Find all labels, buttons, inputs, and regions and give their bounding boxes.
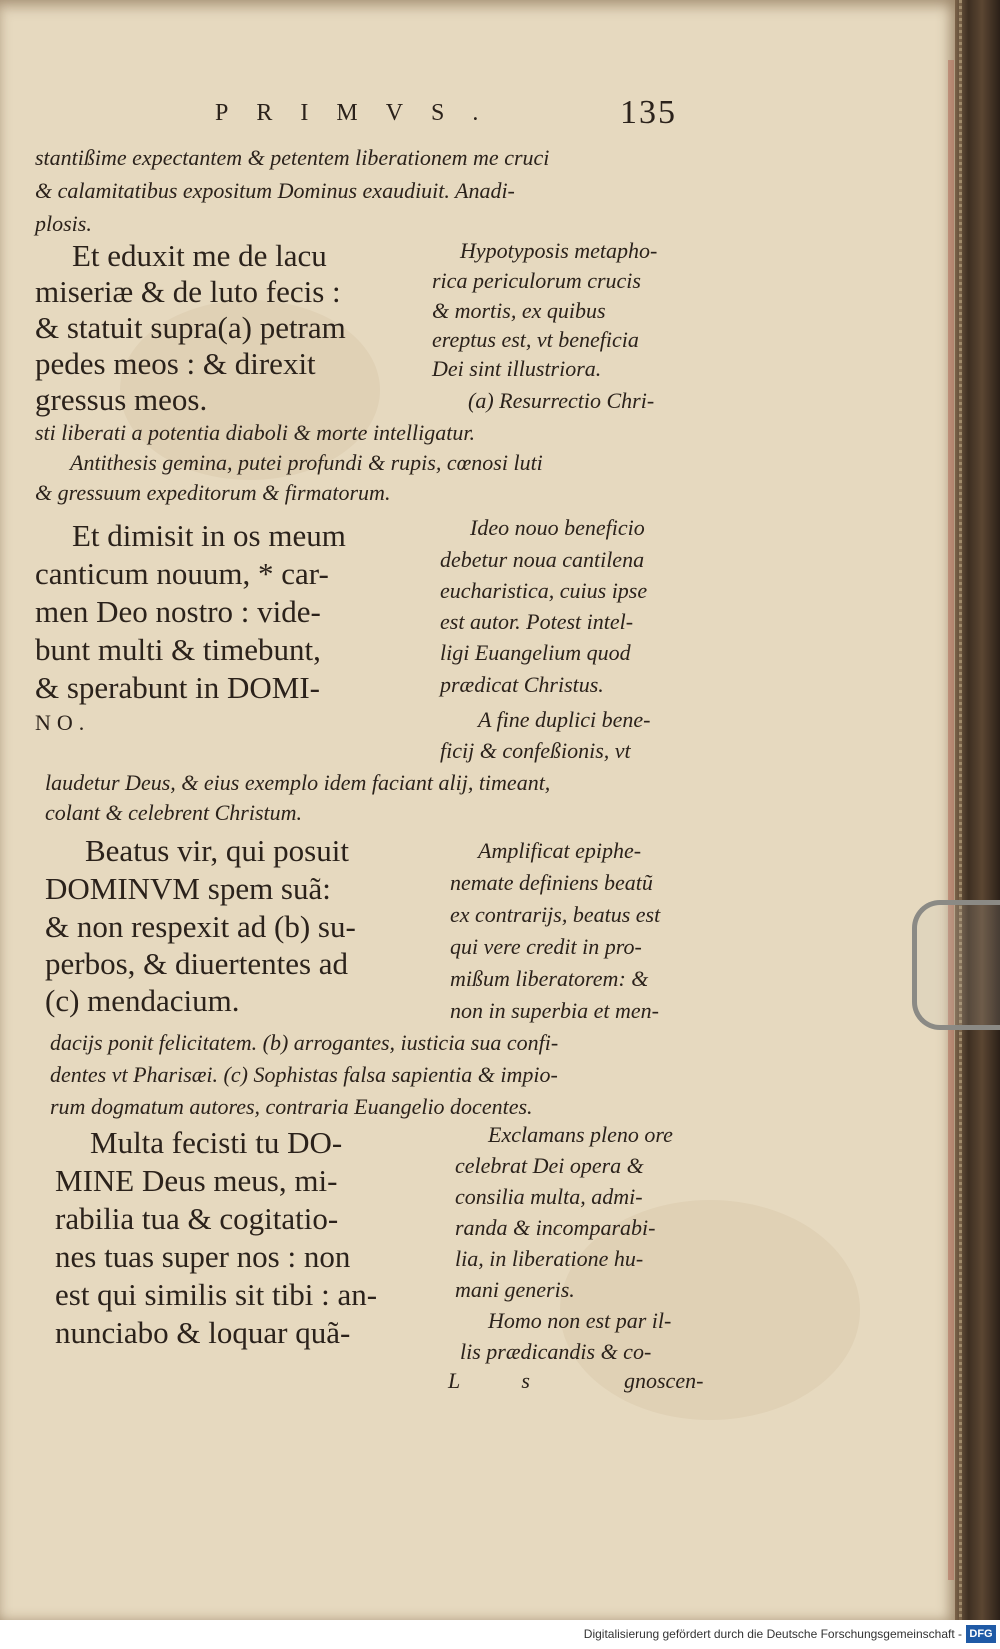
- text-line: stantißime expectantem & petentem liberationem me cruci: [35, 145, 550, 170]
- gloss-line: est autor. Potest intel-: [440, 609, 634, 634]
- text-line: colant & celebrent Christum.: [45, 800, 303, 825]
- verse-line: bunt multi & timebunt,: [35, 632, 321, 667]
- gloss-line: Dei sint illustriora.: [432, 356, 602, 381]
- verse-line: nes tuas super nos : non: [55, 1239, 351, 1274]
- gloss-line: celebrat Dei opera &: [455, 1153, 644, 1178]
- verse-line: men Deo nostro : vide-: [35, 594, 321, 629]
- running-header: [215, 94, 690, 140]
- gloss-line: & mortis, ex quibus: [432, 298, 606, 323]
- gloss-line: debetur noua cantilena: [440, 547, 645, 572]
- gloss-line: ligi Euangelium quod: [440, 640, 631, 665]
- verse-line: perbos, & diuertentes ad: [45, 946, 349, 981]
- book-fore-edge: [955, 0, 1000, 1620]
- text-line: rum dogmatum autores, contraria Euangelio docentes.: [50, 1094, 533, 1119]
- funding-credit: Digitalisierung gefördert durch die Deutsche Forschungsgemeinschaft -: [583, 1627, 962, 1641]
- verse-line: canticum nouum, * car-: [35, 556, 329, 591]
- page-clip: [912, 900, 1000, 1030]
- gloss-line: eucharistica, cuius ipse: [440, 578, 648, 603]
- verse-line: Beatus vir, qui posuit: [85, 833, 349, 868]
- gloss-line: Amplificat epiphe-: [478, 838, 642, 863]
- text-line: & gressuum expeditorum & firmatorum.: [35, 480, 391, 505]
- gloss-line: Exclamans pleno ore: [488, 1122, 673, 1147]
- gloss-line: Ideo nouo beneficio: [470, 515, 645, 540]
- text-line: plosis.: [35, 211, 92, 236]
- gloss-line: rica periculorum crucis: [432, 268, 641, 293]
- text-line: dentes vt Pharisæi. (c) Sophistas falsa sapientia & impio-: [50, 1062, 558, 1087]
- verse-line: Et eduxit me de lacu: [72, 238, 327, 273]
- verse-line: & statuit supra(a) petram: [35, 310, 346, 345]
- verse-line: DOMINVM spem suã:: [45, 871, 331, 906]
- gloss-line: lia, in liberatione hu-: [455, 1246, 644, 1271]
- verse-line: & non respexit ad (b) su-: [45, 909, 356, 944]
- verse-line: MINE Deus meus, mi-: [55, 1163, 338, 1198]
- verse-line: est qui similis sit tibi : an-: [55, 1277, 378, 1312]
- gloss-line: non in superbia et men-: [450, 998, 659, 1023]
- page-edge-tint: [948, 60, 954, 1580]
- signature-mark: L s: [448, 1368, 558, 1393]
- verse-line: pedes meos : & direxit: [35, 346, 316, 381]
- gloss-line: ficij & confeßionis, vt: [440, 738, 631, 763]
- gloss-line: prædicat Christus.: [440, 672, 604, 697]
- verse-line: miseriæ & de luto fecis :: [35, 274, 341, 309]
- gloss-line: (a) Resurrectio Chri-: [468, 388, 655, 413]
- gloss-line: ereptus est, vt beneficia: [432, 327, 639, 352]
- text-line: sti liberati a potentia diaboli & morte intelligatur.: [35, 420, 475, 445]
- gloss-line: Homo non est par il-: [488, 1308, 672, 1333]
- gloss-line: nemate definiens beatũ: [450, 870, 653, 895]
- verse-line: Et dimisit in os meum: [72, 518, 346, 553]
- catchword: gnoscen-: [624, 1368, 704, 1393]
- gloss-line: ex contrarijs, beatus est: [450, 902, 661, 927]
- text-line: laudetur Deus, & eius exemplo idem faciant alij, timeant,: [45, 770, 551, 795]
- verse-line: Multa fecisti tu DO-: [90, 1125, 343, 1160]
- verse-line: (c) mendacium.: [45, 983, 240, 1018]
- gloss-line: lis prædicandis & co-: [460, 1339, 652, 1364]
- gloss-line: mißum liberatorem: &: [450, 966, 649, 991]
- verse-line: gressus meos.: [35, 382, 208, 417]
- footer-bar: [0, 1620, 1000, 1649]
- verse-line: nunciabo & loquar quã-: [55, 1315, 351, 1350]
- text-line: Antithesis gemina, putei profundi & rupis, cœnosi luti: [70, 450, 543, 475]
- dfg-logo: DFG: [966, 1625, 996, 1643]
- gloss-line: randa & incomparabi-: [455, 1215, 656, 1240]
- gloss-line: consilia multa, admi-: [455, 1184, 643, 1209]
- text-line: & calamitatibus expositum Dominus exaudiuit. Anadi-: [35, 178, 515, 203]
- verse-line: NO.: [35, 710, 91, 735]
- running-title: PRIMVS.: [215, 100, 507, 126]
- gloss-line: mani generis.: [455, 1277, 575, 1302]
- verse-line: rabilia tua & cogitatio-: [55, 1201, 339, 1236]
- text-line: dacijs ponit felicitatem. (b) arrogantes, iusticia sua confi-: [50, 1030, 559, 1055]
- verse-line: & sperabunt in DOMI-: [35, 670, 320, 705]
- gloss-line: Hypotyposis metapho-: [460, 238, 658, 263]
- page-number: 135: [620, 94, 677, 131]
- gloss-line: A fine duplici bene-: [478, 707, 651, 732]
- gloss-line: qui vere credit in pro-: [450, 934, 642, 959]
